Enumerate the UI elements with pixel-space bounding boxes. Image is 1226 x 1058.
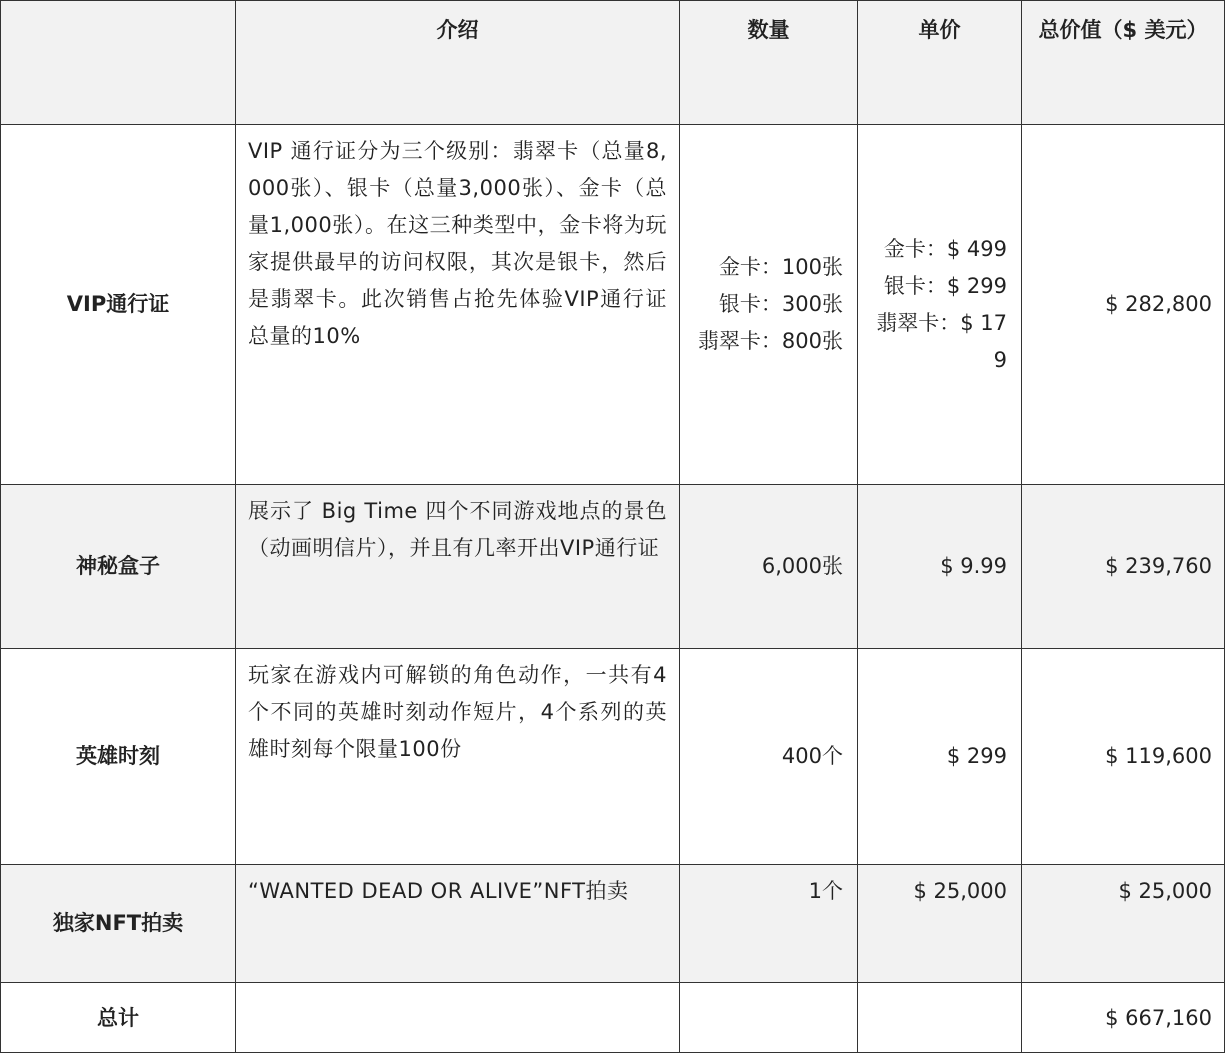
- quantity-line: 翡翠卡：800张: [697, 329, 843, 353]
- quantity-line: 金卡：100张: [718, 255, 843, 279]
- price-line: 翡翠卡：$ 179: [876, 310, 1007, 372]
- table-row-nft-auction: [1, 865, 1225, 983]
- row-quantity: [680, 125, 858, 485]
- row-intro: 玩家在游戏内可解锁的角色动作，一共有4个不同的英雄时刻动作短片，4个系列的英雄时刻每个限量100份: [236, 649, 680, 865]
- quantity-line: 1个: [808, 879, 843, 903]
- header-quantity: 数量: [680, 1, 858, 125]
- row-unit-price: [858, 865, 1022, 983]
- row-name: VIP通行证: [1, 125, 236, 485]
- price-line: 银卡：$ 299: [883, 273, 1007, 298]
- header-row: [1, 1, 1225, 125]
- row-intro: VIP 通行证分为三个级别：翡翠卡（总量8,000张）、银卡（总量3,000张）、金卡（总量1,000张）。在这三种类型中，金卡将为玩家提供最早的访问权限，其次是银卡，然后是翡翠卡。此次销售占抢先体验VIP通行证总量的10%: [236, 125, 680, 485]
- row-total-value: $ 282,800: [1022, 125, 1225, 485]
- total-unit-price: [858, 983, 1022, 1053]
- row-unit-price: [858, 125, 1022, 485]
- total-value: $ 667,160: [1022, 983, 1225, 1053]
- quantity-line: 400个: [781, 744, 843, 768]
- row-quantity: [680, 649, 858, 865]
- price-line: $ 299: [946, 744, 1007, 768]
- total-intro: [236, 983, 680, 1053]
- row-unit-price: [858, 485, 1022, 649]
- row-name: 英雄时刻: [1, 649, 236, 865]
- total-quantity: [680, 983, 858, 1053]
- price-line: 金卡：$ 499: [883, 236, 1007, 261]
- row-unit-price: [858, 649, 1022, 865]
- header-total-value: 总价值（$ 美元）: [1022, 1, 1225, 125]
- header-blank: [1, 1, 236, 125]
- total-label: 总计: [1, 983, 236, 1053]
- table-row-hero-moments: [1, 649, 1225, 865]
- row-total-value: $ 119,600: [1022, 649, 1225, 865]
- row-name: 神秘盒子: [1, 485, 236, 649]
- table-row-mystery-box: [1, 485, 1225, 649]
- row-total-value: $ 25,000: [1022, 865, 1225, 983]
- row-intro: 展示了 Big Time 四个不同游戏地点的景色（动画明信片），并且有几率开出VIP通行证: [236, 485, 680, 649]
- header-unit-price: 单价: [858, 1, 1022, 125]
- quantity-line: 银卡：300张: [718, 292, 843, 316]
- table-row-vip-pass: [1, 125, 1225, 485]
- row-name: 独家NFT拍卖: [1, 865, 236, 983]
- header-intro: 介绍: [236, 1, 680, 125]
- row-quantity: [680, 865, 858, 983]
- quantity-line: 6,000张: [761, 554, 843, 578]
- price-line: $ 25,000: [913, 879, 1007, 903]
- row-quantity: [680, 485, 858, 649]
- row-total-value: $ 239,760: [1022, 485, 1225, 649]
- price-line: $ 9.99: [940, 554, 1007, 578]
- table-row-total: [1, 983, 1225, 1053]
- row-intro: “WANTED DEAD OR ALIVE”NFT拍卖: [236, 865, 680, 983]
